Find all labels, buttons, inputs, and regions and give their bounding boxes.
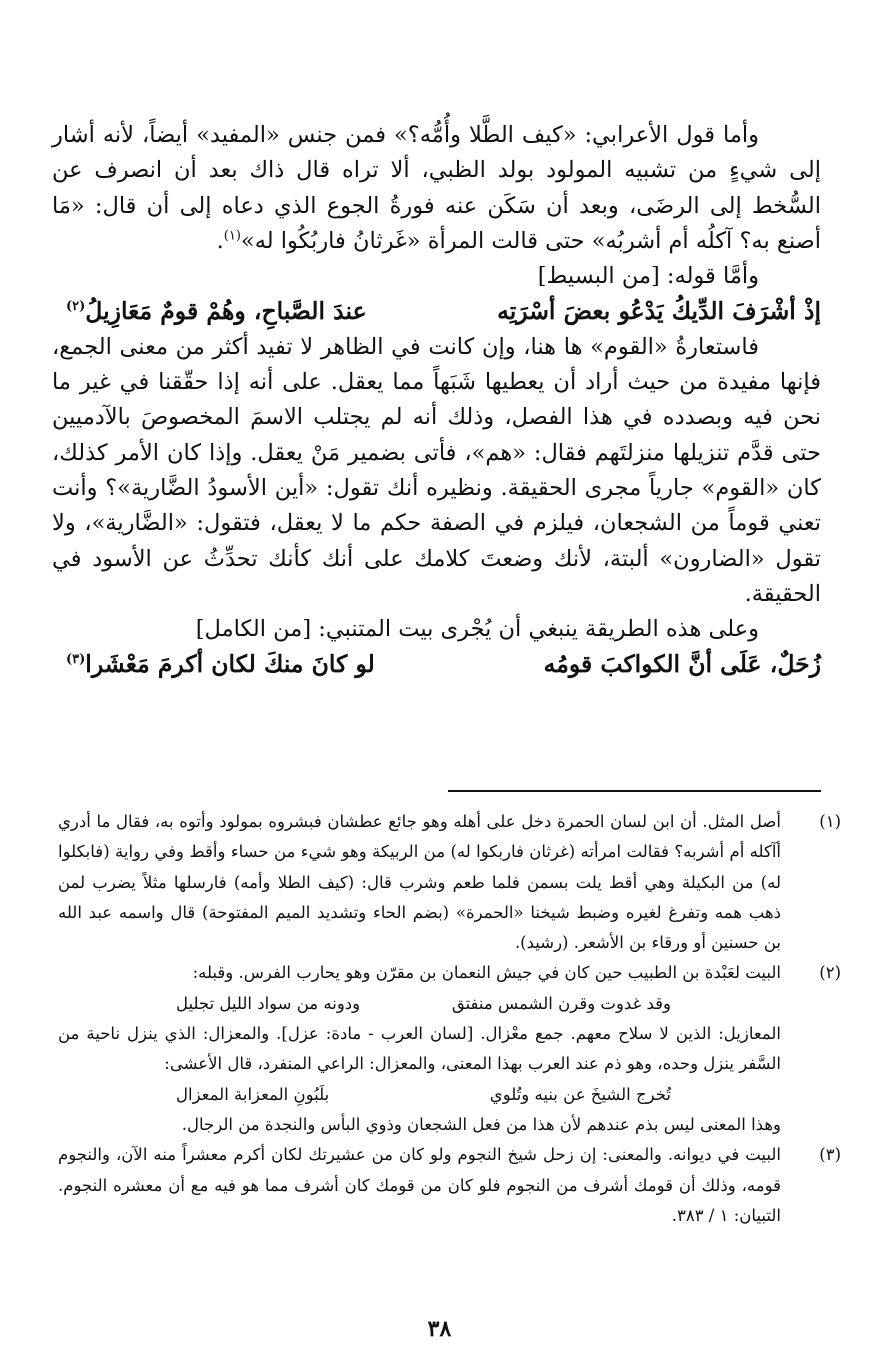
meter-label-1: وأمَّا قوله: [من البسيط] (537, 263, 759, 290)
footnote-2-text-3: وهذا المعنى ليس بذم عندهم لأن هذا من فعل الشجعان وذوي البأس والنجدة من الرجال. (181, 1114, 781, 1134)
footnote-2-verse-2-second: بلَبُونِ المعزابة المعزال (176, 1084, 330, 1104)
footnote-2-verse-1-second: ودونه من سواد الليل تجليل (176, 993, 361, 1013)
paragraph-1-end: . (216, 227, 224, 254)
verse-1-second-hemistich-text: عندَ الصَّباحِ، وهُمْ قومٌ مَعَازِيلُ (85, 297, 367, 326)
paragraph-1-text: وأما قول الأعرابي: «كيف الطَّلا وأُمُّه؟» فمن جنس «المفيد» أيضاً، لأنه أشار إلى شيءٍ من تشبيه المولود بولد الظبي، ألا تراه قال ذاك بعد أن انصرف عن السُّخط إلى الرضَى، وبعد أن سَكَن عنه فورةُ الجوع الذي دعاه إلى أن قال: «مَا أصنع به؟ آكلُه أم أشربُه» حتى قالت المرأة «غَرثانُ فاربُكُوا له» (52, 122, 821, 254)
footnote-2-verse-1-first: وقد غدوت وقرن الشمس منفتق (451, 993, 671, 1013)
footnote-1 (58, 807, 841, 958)
footnote-separator (448, 790, 821, 792)
page-number: ٣٨ (427, 1316, 452, 1342)
verse-1 (52, 294, 821, 329)
footnote-2-verse-2-first: تُخرج الشيخَ عن بنيه وتُلوي (489, 1084, 671, 1104)
footnote-3-number: (٣) (819, 1145, 841, 1165)
footnote-ref-2: (٢) (66, 299, 86, 315)
footnote-3 (58, 1140, 841, 1231)
verse-2-second-hemistich (52, 647, 375, 682)
footnote-2-number: (٢) (819, 963, 841, 983)
footnote-1-text: أصل المثل. أن ابن لسان الحمرة دخل على أهله وهو جائع عطشان فبشروه بمولود وأتوه به، فقال ما أدري أآكله أم أشربه؟ فقالت امرأته (غرثان فاربكوا له) من الربيكة وهو شيء من حساء وأقط وفي رواية (فابكلوا له) من البكيلة وهي أقط يلت بسمن فلما طعم وشرب قال: (كيف الطلا وأمه) فارسلها مثلاً يضرب لمن ذهب همه وتفرغ لغيره وضبط شيخنا «الحمرة» (بضم الحاء وتشديد الميم المفتوحة) قال واسمه عبد الله بن حسنين أو ورقاء بن الأشعر. (رشيد). (58, 812, 781, 953)
footnote-ref-1: (١) (223, 228, 241, 244)
main-text (52, 118, 821, 683)
footnote-1-number: (١) (819, 812, 841, 831)
paragraph-1 (52, 118, 821, 259)
footnote-2 (58, 958, 841, 1140)
footnote-2-verse-1 (58, 989, 781, 1019)
verse-1-second-hemistich (52, 294, 367, 329)
verse-2 (52, 647, 821, 682)
footnote-ref-3: (٣) (66, 652, 86, 668)
verse-2-first-hemistich: زُحَلٌ، عَلَى أنَّ الكواكبَ قومُه (543, 650, 821, 679)
footnote-3-text: البيت في ديوانه. والمعنى: إن زحل شيخ النجوم ولو كان من عشيرتك لكان أكرم معشراً منه الآن، والنجوم قومه، وذلك أن قومك أشرف من النجوم فلو كان من قومك كان أشرف مما هو فيه مع أن معشره النجوم. التبيان: ١ / ٣٨٣. (58, 1145, 781, 1225)
footnote-2-verse-2 (58, 1080, 781, 1110)
footnote-2-text-2: المعازيل: الذين لا سلاح معهم. جمع معْزال. [لسان العرب - مادة: عزل]. والمعزال: الذي ينزل ناحية من السَّفر ينزل وحده، وهو ذم عند العرب بهذا المعنى، والمعزال: الراعي المنفرد، قال الأعشى: (58, 1024, 781, 1074)
verse-2-second-hemistich-text: لو كانَ منكَ لكان أكرمَ مَعْشَرا (85, 650, 375, 679)
paragraph-2: فاستعارةُ «القوم» ها هنا، وإن كانت في الظاهر لا تفيد أكثر من معنى الجمع، فإنها مفيدة من حيث أراد أن يعطيها شَبَهاً مما يعقل. على أنه إذا حقّقنا في غير ما نحن فيه وبصدده في هذا الفصل، وذلك أنه لم يجتلب الاسمَ المخصوصَ بالآدميين حتى قدَّم تنزيلها منزلتَهم فقال: «هم»، فأتى بضمير مَنْ يعقل. وإذا كان الأمر كذلك، كان «القوم» جارياً مجرى الحقيقة. ونظيره أنك تقول: «أين الأسودُ الضَّارية»؟ وأنت تعني قوماً من الشجعان، فيلزم في الصفة حكم ما لا يعقل، فتقول: «الضَّارية»، ولا تقول «الضارون» ألبتة، لأنك وضعتَ كلامك على أنك كأنك تحدِّثُ عن الأسود في الحقيقة. (52, 333, 821, 607)
footnote-2-text: البيت لعَبْدة بن الطبيب حين كان في جيش النعمان بن مقرّن وهو يحارب الفرس. وقبله: (192, 963, 781, 983)
verse-1-first-hemistich: إذْ أشْرَفَ الدِّيكُ يَدْعُو بعضَ أسْرَتِه (497, 297, 821, 326)
meter-label-2: وعلى هذه الطريقة ينبغي أن يُجْرى بيت المتنبي: [من الكامل] (195, 616, 759, 643)
footnotes (58, 807, 841, 1231)
